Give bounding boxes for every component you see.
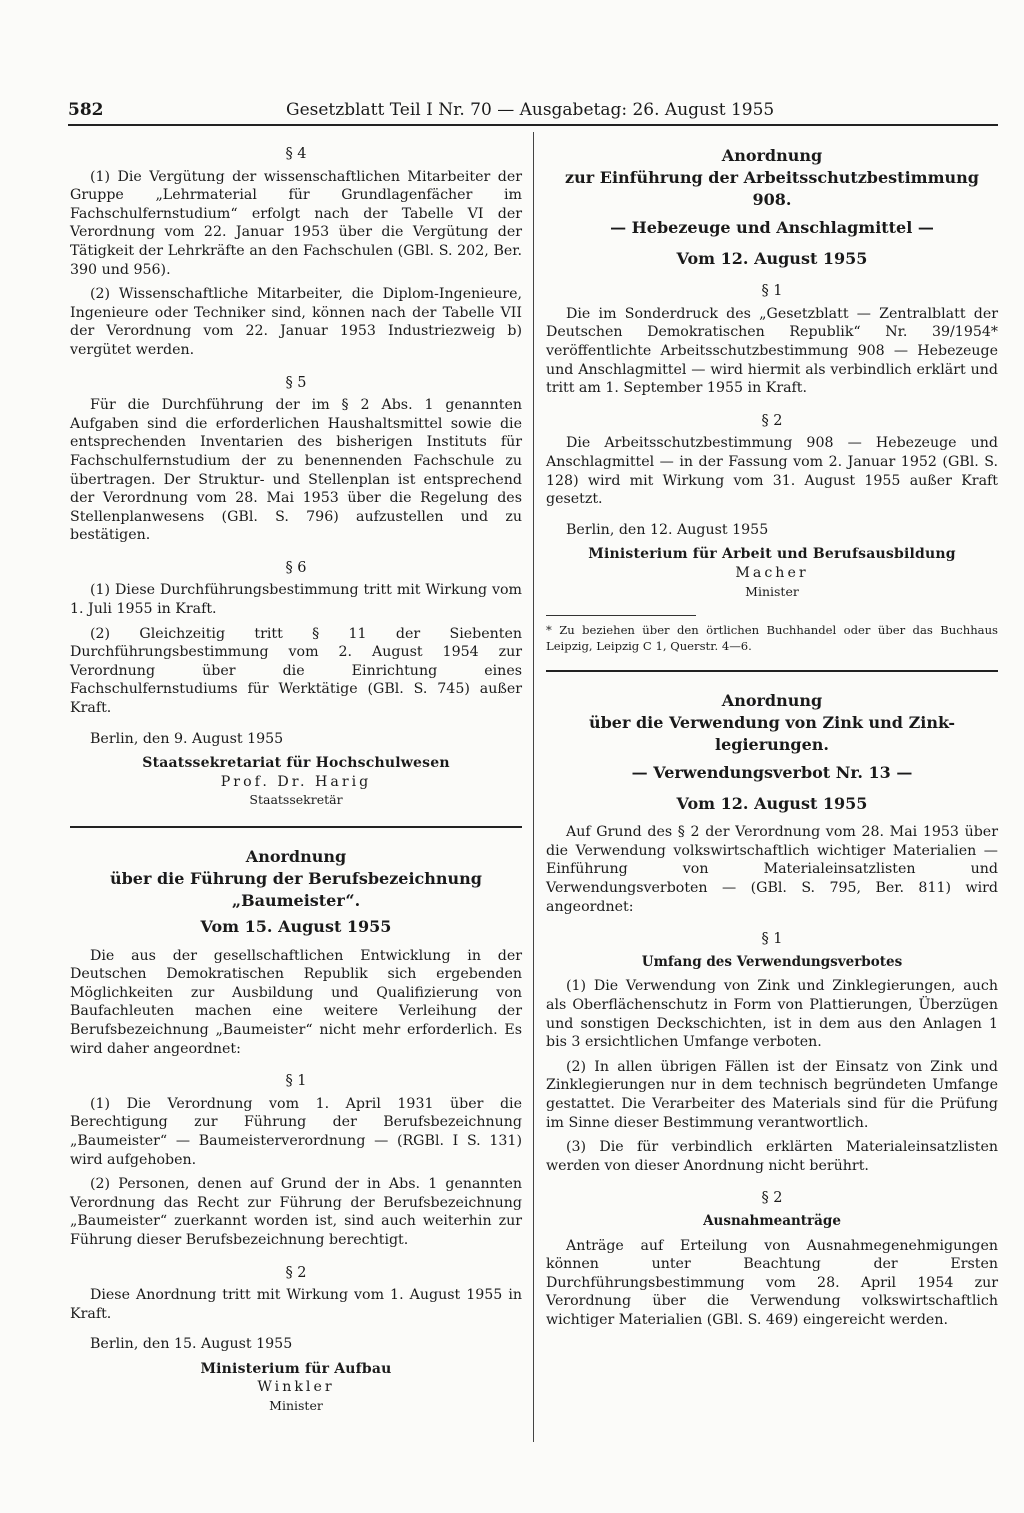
section-title: Umfang des Verwendungsverbotes (641, 953, 903, 970)
signatory-role: Minister (745, 583, 799, 599)
title-line: Anordnung (245, 847, 347, 866)
paragraph: (2) In allen übrigen Fällen ist der Einsatz von Zink und Zinklegierungen nur in dem technisch begründeten Umfange gestattet. Die Verarbeiter des Materials sind für die Prüfung im Sinne dieser Bestimmung verantwortlich. (546, 1058, 998, 1131)
paragraph: (2) Gleichzeitig tritt § 11 der Siebenten Durchführungsbestimmung vom 2. August 1954 zur Verordnung über die Einrichtung eines Fachschulfernstudiums für Werktätige (GBl. S. 745) außer Kraft. (70, 625, 522, 717)
right-column (546, 145, 998, 1336)
section-sign: § 5 (285, 374, 307, 391)
title-line: über die Führung der Berufsbezeichnung (109, 869, 482, 888)
title-line: über die Verwendung von Zink und Zink- (588, 713, 956, 733)
footnote: * Zu beziehen über den örtlichen Buchhandel oder über das Buchhaus Leipzig, Leipzig C 1, Querstr. 4—6. (546, 623, 998, 654)
title-line: „Baumeister“. (231, 891, 361, 910)
running-head: Gesetzblatt Teil I Nr. 70 — Ausgabetag: 26. August 1955 (286, 100, 775, 120)
section-sign: § 1 (761, 283, 783, 300)
preamble: Die aus der gesellschaftlichen Entwicklung in der Deutschen Demokratischen Republik sich ergebenden Möglichkeiten zur Ausbildung und Qualifizierung von Baufachleuten machen eine weitere Verleihung der Berufsbezeichnung „Baumeister“ nicht mehr erforderlich. Es wird daher angeordnet: (70, 947, 522, 1057)
paragraph: Die Arbeitsschutzbestimmung 908 — Hebezeuge und Anschlagmittel — in der Fassung vom 2. Januar 1952 (GBl. S. 128) wird mit Wirkung vom 31. August 1955 außer Kraft gesetzt. (546, 435, 998, 508)
section-sign: § 2 (285, 1264, 307, 1281)
column-divider (533, 132, 534, 1442)
issuing-authority: Ministerium für Arbeit und Berufsausbildung (588, 546, 956, 563)
title-line: Anordnung (721, 691, 823, 711)
document-date: Vom 12. August 1955 (676, 793, 868, 813)
preamble: Auf Grund des § 2 der Verordnung vom 28. Mai 1953 über die Verwendung volkswirtschaftlich wichtiger Materialien — Einführung von Materialeinsatzlisten und Verwendungsverboten — (GBl. S. 795, Ber. 811) wird angeordnet: (546, 824, 998, 915)
place-date: Berlin, den 15. August 1955 (90, 1336, 293, 1353)
section-title: Ausnahmeanträge (703, 1212, 841, 1229)
signatory-name: Macher (735, 564, 809, 581)
title-line: legierungen. (715, 735, 829, 755)
issuing-authority: Staatssekretariat für Hochschulwesen (142, 755, 450, 772)
paragraph: (1) Die Verwendung von Zink und Zinklegierungen, auch als Oberflächenschutz in Form von Plattierungen, Überzügen und sonstigen Deckschichten, ist in dem aus den Anlagen 1 bis 3 ersichtlichen Umfange verboten. (546, 978, 998, 1051)
paragraph: (2) Wissenschaftliche Mitarbeiter, die Diplom-Ingenieure, Ingenieure oder Techniker sind, können nach der Tabelle VII der Verordnung vom 22. Januar 1953 Industriezweig b) vergütet werden. (70, 286, 522, 358)
section-sign: § 4 (285, 146, 307, 162)
document-subtitle: — Hebezeuge und Anschlagmittel — (610, 218, 934, 237)
section-rule (70, 826, 522, 828)
document-date: Vom 15. August 1955 (200, 917, 392, 936)
section-sign: § 2 (761, 412, 783, 429)
paragraph: (1) Diese Durchführungsbestimmung tritt mit Wirkung vom 1. Juli 1955 in Kraft. (70, 582, 522, 618)
section-rule (546, 670, 998, 672)
issuing-authority: Ministerium für Aufbau (200, 1360, 392, 1377)
signatory-name: Prof. Dr. Harig (220, 773, 372, 790)
paragraph: Diese Anordnung tritt mit Wirkung vom 1. August 1955 in Kraft. (70, 1287, 522, 1322)
paragraph: (3) Die für verbindlich erklärten Materialeinsatzlisten werden von dieser Anordnung nicht berührt. (546, 1139, 998, 1174)
paragraph: Für die Durchführung der im § 2 Abs. 1 genannten Aufgaben sind die erforderlichen Haushaltsmittel sowie die entsprechenden Inventarien des bisherigen Instituts für Fachschulfernstudium der zu benennenden Fachschule zu übertragen. Der Struktur- und Stellenplan ist entsprechend der Verordnung vom 28. Mai 1953 über die Regelung des Stellenplanwesens (GBl. S. 796) aufzustellen und zu bestätigen. (70, 397, 522, 544)
title-line: zur Einführung der Arbeitsschutzbestimmung 908. (565, 168, 979, 209)
section-sign: § 1 (761, 931, 783, 948)
page-number: 582 (68, 100, 104, 120)
paragraph: (1) Die Verordnung vom 1. April 1931 über die Berechtigung zur Führung der Berufsbezeichnung „Baumeister“ — Baumeisterverordnung — (RGBl. I S. 131) wird aufgehoben. (70, 1095, 522, 1168)
section-sign: § 2 (761, 1190, 783, 1207)
page-header (68, 96, 998, 126)
document-subtitle: — Verwendungsverbot Nr. 13 — (631, 763, 913, 783)
paragraph: Die im Sonderdruck des „Gesetzblatt — Zentralblatt der Deutschen Demokratischen Republik“ Nr. 39/1954* veröffentlichte Arbeitsschutzbestimmung 908 — Hebezeuge und Anschlagmittel — wird hiermit als verbindlich erklärt und tritt am 1. September 1955 in Kraft. (546, 305, 998, 397)
signatory-role: Staatssekretär (249, 792, 343, 808)
section-sign: § 1 (285, 1073, 307, 1090)
document-date: Vom 12. August 1955 (676, 248, 868, 268)
document-title (70, 846, 522, 912)
document-title (546, 145, 998, 211)
title-line: Anordnung (721, 146, 823, 165)
place-date: Berlin, den 12. August 1955 (566, 521, 769, 538)
section-sign: § 6 (285, 559, 307, 576)
paragraph: Anträge auf Erteilung von Ausnahmegenehmigungen können unter Beachtung der Ersten Durchführungsbestimmung vom 28. April 1954 zur Verordnung über die Verwendung volkswirtschaftlich wichtiger Materialien (GBl. S. 469) eingereicht werden. (546, 1237, 998, 1328)
signatory-name: Winkler (257, 1379, 335, 1396)
paragraph: (1) Die Vergütung der wissenschaftlichen Mitarbeiter der Gruppe „Lehrmaterial für Grundlagenfächer im Fachschulfernstudium“ erfolgt nach der Tabelle VI der Verordnung vom 22. Januar 1953 über die Vergütung der Tätigkeit der Lehrkräfte an den Fachschulen (GBl. S. 202, Ber. 390 und 956). (70, 168, 522, 278)
left-column (70, 145, 522, 1416)
footnote-rule (546, 615, 696, 616)
place-date: Berlin, den 9. August 1955 (90, 730, 284, 747)
document-title (546, 690, 998, 756)
paragraph: (2) Personen, denen auf Grund der in Abs. 1 genannten Verordnung das Recht zur Führung der Berufsbezeichnung „Baumeister“ zuerkannt worden ist, sind auch weiterhin zur Führung dieser Berufsbezeichnung berechtigt. (70, 1176, 522, 1248)
signatory-role: Minister (269, 1398, 323, 1414)
